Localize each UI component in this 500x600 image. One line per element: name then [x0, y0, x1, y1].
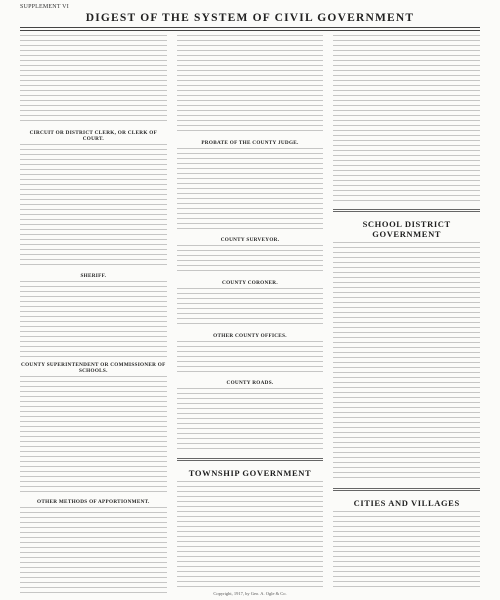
supplement-label: SUPPLEMENT VI — [20, 4, 69, 10]
column-left — [20, 35, 167, 595]
title-rule — [20, 27, 480, 31]
page-title: DIGEST OF THE SYSTEM OF CIVIL GOVERNMENT — [85, 12, 415, 24]
section-rule-3 — [333, 488, 480, 491]
text-columns — [20, 35, 480, 595]
column-right — [333, 35, 480, 595]
township-text — [177, 481, 324, 591]
sheriff-text — [20, 281, 167, 357]
probate-text — [177, 148, 324, 232]
heading-other-methods: OTHER METHODS OF APPORTIONMENT. — [37, 498, 150, 505]
heading-probate: PROBATE OF THE COUNTY JUDGE. — [201, 140, 299, 146]
heading-sheriff: SHERIFF. — [80, 272, 107, 279]
cities-text — [333, 511, 480, 591]
column-middle — [177, 35, 324, 595]
heading-cities-villages: CITIES AND VILLAGES — [353, 498, 460, 508]
heading-coroner: COUNTY CORONER. — [222, 280, 278, 286]
intro-text — [20, 35, 167, 125]
other-methods-text — [20, 507, 167, 593]
heading-school-district: SCHOOL DISTRICT GOVERNMENT — [362, 219, 451, 239]
school-district-text — [333, 242, 480, 482]
heading-surveyor: COUNTY SURVEYOR. — [220, 237, 280, 243]
county-roads-text — [177, 388, 324, 452]
section-rule — [177, 458, 324, 461]
superintendent-text — [20, 376, 167, 494]
copyright-notice: Copyright, 1917, by Geo. A. Ogle & Co. — [213, 591, 287, 596]
heading-other-county-offices: OTHER COUNTY OFFICES. — [213, 333, 287, 339]
surveyor-text — [177, 245, 324, 275]
clerk-text — [20, 144, 167, 268]
heading-circuit-clerk: CIRCUIT OR DISTRICT CLERK, OR CLERK OF COURT. — [29, 130, 158, 143]
coroner-text — [177, 288, 324, 328]
heading-school-superintendent: COUNTY SUPERINTENDENT OR COMMISSIONER OF SCHOOLS. — [21, 362, 166, 375]
other-offices-text — [177, 341, 324, 375]
section-rule-2 — [333, 209, 480, 212]
heading-county-roads: COUNTY ROADS. — [226, 380, 274, 386]
township-continued-text — [333, 35, 480, 203]
heading-township-government: TOWNSHIP GOVERNMENT — [188, 468, 312, 478]
treasurer-text — [177, 35, 324, 135]
